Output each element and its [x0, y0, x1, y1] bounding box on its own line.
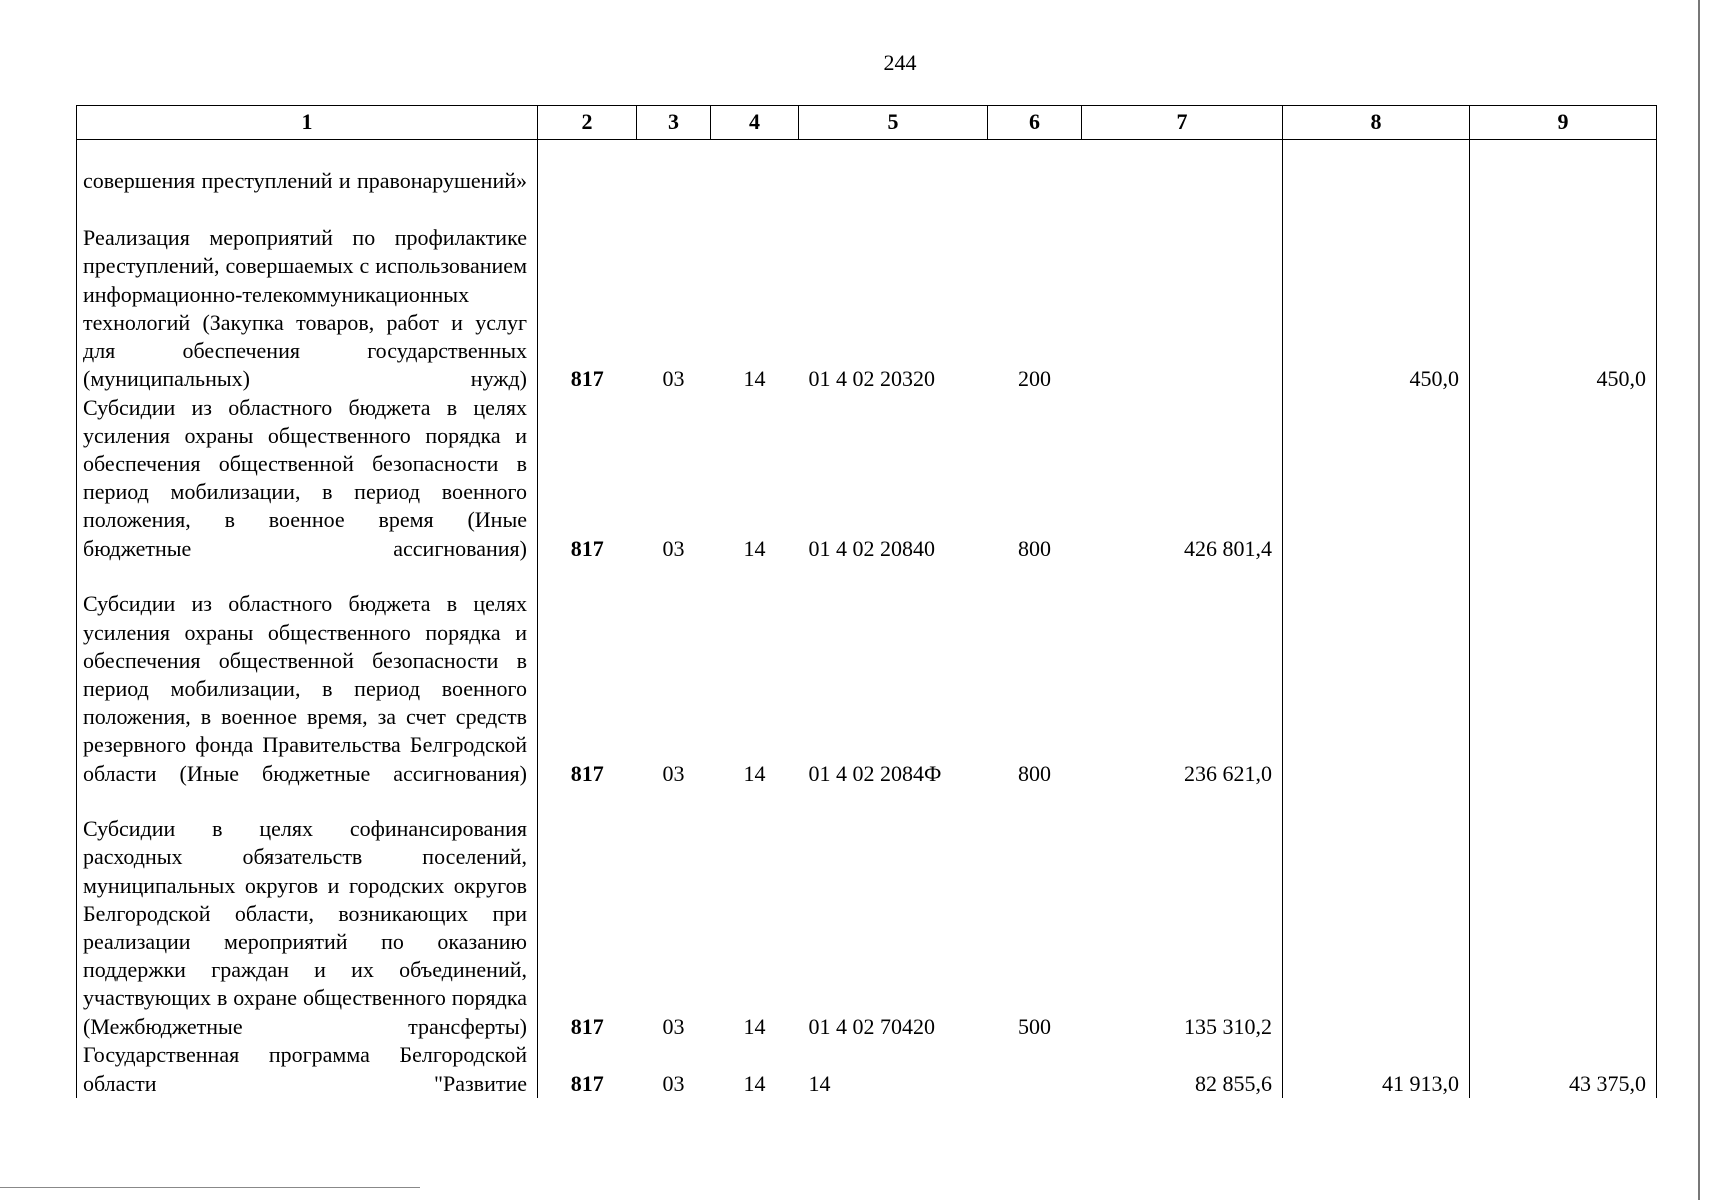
- cell-amount-year-3: [1470, 563, 1657, 788]
- cell-amount-year-2: 450,0: [1283, 196, 1470, 394]
- cell-target-article: 01 4 02 70420: [808, 1013, 935, 1039]
- row-description: Субсидии из областного бюджета в целях усиления охраны общественного порядка и обеспечения общественной безопасности в период мобилизации, в период военного положения, в военное время, за счет средств резервного фонда Правительства Белгродской области (Иные бюджетные ассигнования): [77, 563, 538, 788]
- row-description: Реализация мероприятий по профилактике преступлений, совершаемых с использованием информационно-телекоммуникационных технологий (Закупка товаров, работ и услуг для обеспечения государственных (муниципальных) нужд): [77, 196, 538, 394]
- column-header-1: 1: [77, 106, 538, 140]
- cell-amount-year-3: 43 375,0: [1470, 1041, 1657, 1098]
- cell-amount-year-3: [1470, 140, 1657, 196]
- cell-ministry: [538, 140, 637, 196]
- row-description: Государственная программа Белгородской области "Развитие: [77, 1041, 538, 1098]
- table-row: [77, 563, 1657, 788]
- table-row: [77, 394, 1657, 563]
- cell-target-article: [799, 140, 988, 196]
- cell-ministry: 817: [538, 788, 637, 1041]
- table-row: [77, 140, 1657, 196]
- column-header-7: 7: [1082, 106, 1283, 140]
- cell-ministry: 817: [538, 563, 637, 788]
- table-row: [77, 196, 1657, 394]
- cell-subsection: [711, 140, 799, 196]
- cell-amount-year-1: [1082, 196, 1283, 394]
- cell-target-article: 01 4 02 20840: [808, 535, 935, 561]
- cell-ministry: 817: [538, 394, 637, 563]
- scan-edge-line: [0, 1187, 420, 1188]
- cell-expense-type: 800: [1018, 535, 1051, 561]
- column-header-8: 8: [1283, 106, 1470, 140]
- cell-expense-type: [988, 140, 1082, 196]
- cell-amount-year-2: [1283, 140, 1470, 196]
- cell-section: 03: [662, 366, 685, 392]
- cell-amount-year-1: [1082, 140, 1283, 196]
- cell-amount-year-1: 82 855,6: [1082, 1041, 1283, 1098]
- column-header-2: 2: [538, 106, 637, 140]
- row-description: Субсидии в целях софинансирования расходных обязательств поселений, муниципальных округов и городских округов Белгородской области, возникающих при реализации мероприятий по оказанию поддержки граждан и их объединений, участвующих в охране общественного порядка (Межбюджетные трансферты): [77, 788, 538, 1041]
- cell-expense-type: 500: [1018, 1013, 1051, 1039]
- cell-amount-year-2: [1283, 563, 1470, 788]
- cell-section: 03: [662, 1013, 685, 1039]
- page-number: 244: [883, 50, 917, 75]
- cell-target-article: 01 4 02 2084Ф: [808, 760, 942, 786]
- cell-expense-type: 200: [1018, 366, 1051, 392]
- cell-amount-year-1: 426 801,4: [1082, 394, 1283, 563]
- column-header-9: 9: [1470, 106, 1657, 140]
- cell-target-article: 01 4 02 20320: [808, 366, 935, 392]
- column-header-4: 4: [711, 106, 799, 140]
- table-header-row: [77, 106, 1657, 140]
- cell-expense-type: 800: [1018, 760, 1051, 786]
- cell-section: 03: [662, 760, 685, 786]
- column-header-3: 3: [637, 106, 711, 140]
- cell-amount-year-2: 41 913,0: [1283, 1041, 1470, 1098]
- cell-section: 03: [662, 1070, 685, 1096]
- cell-section: [637, 140, 711, 196]
- table-row: [77, 1041, 1657, 1098]
- cell-subsection: 14: [743, 1013, 766, 1039]
- column-header-5: 5: [799, 106, 988, 140]
- budget-table: [76, 105, 1657, 1098]
- cell-section: 03: [662, 535, 685, 561]
- cell-amount-year-1: 135 310,2: [1082, 788, 1283, 1041]
- cell-subsection: 14: [743, 535, 766, 561]
- row-description: совершения преступлений и правонарушений»: [77, 140, 538, 196]
- cell-amount-year-3: [1470, 394, 1657, 563]
- scan-edge-line: [1698, 0, 1700, 1200]
- row-description: Субсидии из областного бюджета в целях усиления охраны общественного порядка и обеспечения общественной безопасности в период мобилизации, в период военного положения, в военное время (Иные бюджетные ассигнования): [77, 394, 538, 563]
- cell-amount-year-2: [1283, 788, 1470, 1041]
- cell-ministry: 817: [538, 196, 637, 394]
- cell-ministry: 817: [538, 1041, 637, 1098]
- column-header-6: 6: [988, 106, 1082, 140]
- cell-target-article: 14: [808, 1070, 831, 1096]
- cell-amount-year-2: [1283, 394, 1470, 563]
- table-row: [77, 788, 1657, 1041]
- cell-amount-year-3: [1470, 788, 1657, 1041]
- cell-amount-year-3: 450,0: [1470, 196, 1657, 394]
- cell-expense-type: [988, 1041, 1082, 1098]
- cell-subsection: 14: [743, 1070, 766, 1096]
- cell-subsection: 14: [743, 760, 766, 786]
- cell-subsection: 14: [743, 366, 766, 392]
- cell-amount-year-1: 236 621,0: [1082, 563, 1283, 788]
